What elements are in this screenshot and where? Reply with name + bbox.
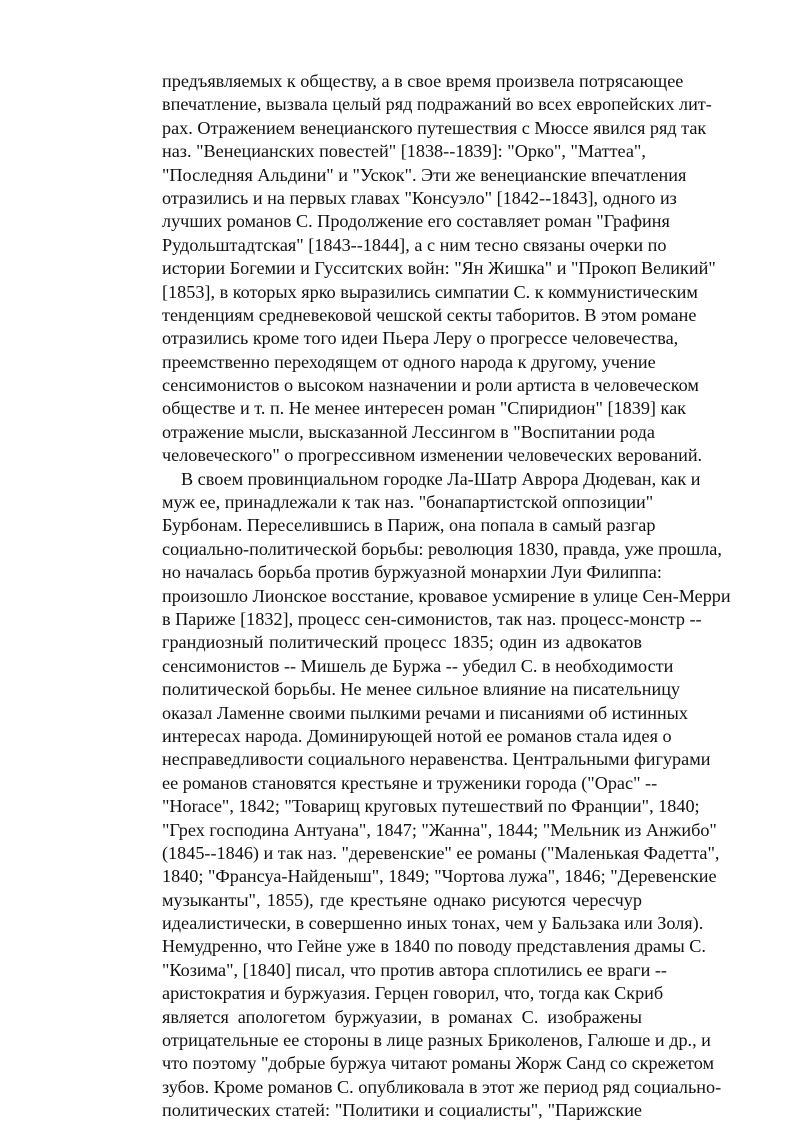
- text-line: 1840; "Франсуа-Найденыш", 1849; "Чортова лужа", 1846; "Деревенские: [162, 866, 717, 887]
- text-line: оказал Ламенне своими пылкими речами и писаниями об истинных: [162, 702, 688, 723]
- text-line: идеалистически, в совершенно иных тонах, чем у Бальзака или Золя).: [162, 913, 704, 934]
- text-line: (1845--1846) и так наз. "деревенские" ее романы ("Маленькая Фадетта",: [162, 842, 720, 863]
- text-line: Немудренно, что Гейне уже в 1840 по поводу представления драмы С.: [162, 936, 706, 957]
- text-line: интересах народа. Доминирующей нотой ее романов стала идея о: [162, 725, 672, 746]
- text-line: лучших романов С. Продолжение его составляет роман "Графиня: [162, 211, 670, 232]
- text-line: отрицательные ее стороны в лице разных Бриколенов, Галюше и др., и: [162, 1030, 711, 1051]
- text-line: наз. "Венецианских повестей" [1838--1839]: "Орко", "Маттеа",: [162, 141, 646, 162]
- text-line: отражение мысли, высказанной Лессингом в "Воспитании рода: [162, 421, 655, 442]
- text-line: музыканты", 1855), где крестьяне однако рисуются чересчур: [162, 889, 642, 910]
- text-line: сенсимонистов о высоком назначении и роли артиста в человеческом: [162, 375, 699, 396]
- text-line: что поэтому "добрые буржуа читают романы Жорж Санд со скрежетом: [162, 1053, 715, 1074]
- text-line: сенсимонистов -- Мишель де Буржа -- убедил С. в необходимости: [162, 655, 674, 676]
- text-line: впечатление, вызвала целый ряд подражаний во всех европейских лит-: [162, 94, 712, 115]
- text-line: отразились кроме того идеи Пьера Леру о прогрессе человечества,: [162, 328, 679, 349]
- text-line: В своем провинциальном городке Ла-Шатр Аврора Дюдеван, как и: [181, 468, 701, 489]
- text-line: обществе и т. п. Не менее интересен роман "Спиридион" [1839] как: [162, 398, 687, 419]
- text-line: произошло Лионское восстание, кровавое усмирение в улице Сен-Мерри: [162, 585, 731, 606]
- text-line: муж ее, принадлежали к так наз. "бонапартистской оппозиции": [162, 492, 654, 513]
- text-line: социально-политической борьбы: революция 1830, правда, уже прошла,: [162, 538, 722, 559]
- text-line: в Париже [1832], процесс сен-симонистов, так наз. процесс-монстр --: [162, 608, 702, 629]
- text-line: Рудольштадтская" [1843--1844], а с ним тесно связаны очерки по: [162, 234, 667, 255]
- text-line: предъявляемых к обществу, а в свое время произвела потрясающее: [162, 71, 684, 91]
- text-line: "Грех господина Антуана", 1847; "Жанна", 1844; "Мельник из Анжибо": [162, 819, 717, 840]
- text-line: является апологетом буржуазии, в романах С. изображены: [162, 1006, 642, 1027]
- text-line: но началась борьба против буржуазной монархии Луи Филиппа:: [162, 562, 662, 583]
- paragraph-venetian: [162, 70, 716, 468]
- text-line: "Horace", 1842; "Товарищ круговых путешествий по Франции", 1840;: [162, 796, 700, 817]
- text-line: тенденциям средневековой чешской секты таборитов. В этом романе: [162, 304, 697, 325]
- paragraph-la-chatre: [162, 468, 731, 1123]
- text-line: человеческого" о прогрессивном изменении человеческих верований.: [162, 445, 703, 466]
- text-line: грандиозный политический процесс 1835; один из адвокатов: [162, 632, 642, 653]
- text-line: Бурбонам. Переселившись в Париж, она попала в самый разгар: [162, 515, 656, 536]
- text-line: "Последняя Альдини" и "Ускок". Эти же венецианские впечатления: [162, 164, 687, 185]
- text-line: политических статей: "Политики и социалисты", "Парижские: [162, 1100, 642, 1121]
- text-line: зубов. Кроме романов С. опубликовала в этот же период ряд социально-: [162, 1076, 722, 1097]
- text-line: отразились и на первых главах "Консуэло" [1842--1843], одного из: [162, 187, 677, 208]
- text-line: ее романов становятся крестьяне и труженики города ("Орас" --: [162, 772, 658, 793]
- text-line: рах. Отражением венецианского путешествия с Мюссе явился ряд так: [162, 117, 707, 138]
- text-line: преемственно переходящем от одного народа к другому, учение: [162, 351, 656, 372]
- text-line: истории Богемии и Гусситских войн: "Ян Жишка" и "Прокоп Великий": [162, 258, 716, 279]
- text-line: несправедливости социального неравенства. Центральными фигурами: [162, 749, 711, 770]
- document-page: [162, 70, 731, 1123]
- text-line: аристократия и буржуазия. Герцен говорил, что, тогда как Скриб: [162, 983, 664, 1004]
- text-line: "Козима", [1840] писал, что против автора сплотились ее враги --: [162, 959, 667, 980]
- text-line: [1853], в которых ярко выразились симпатии С. к коммунистическим: [162, 281, 698, 302]
- text-line: политической борьбы. Не менее сильное влияние на писательницу: [162, 679, 681, 700]
